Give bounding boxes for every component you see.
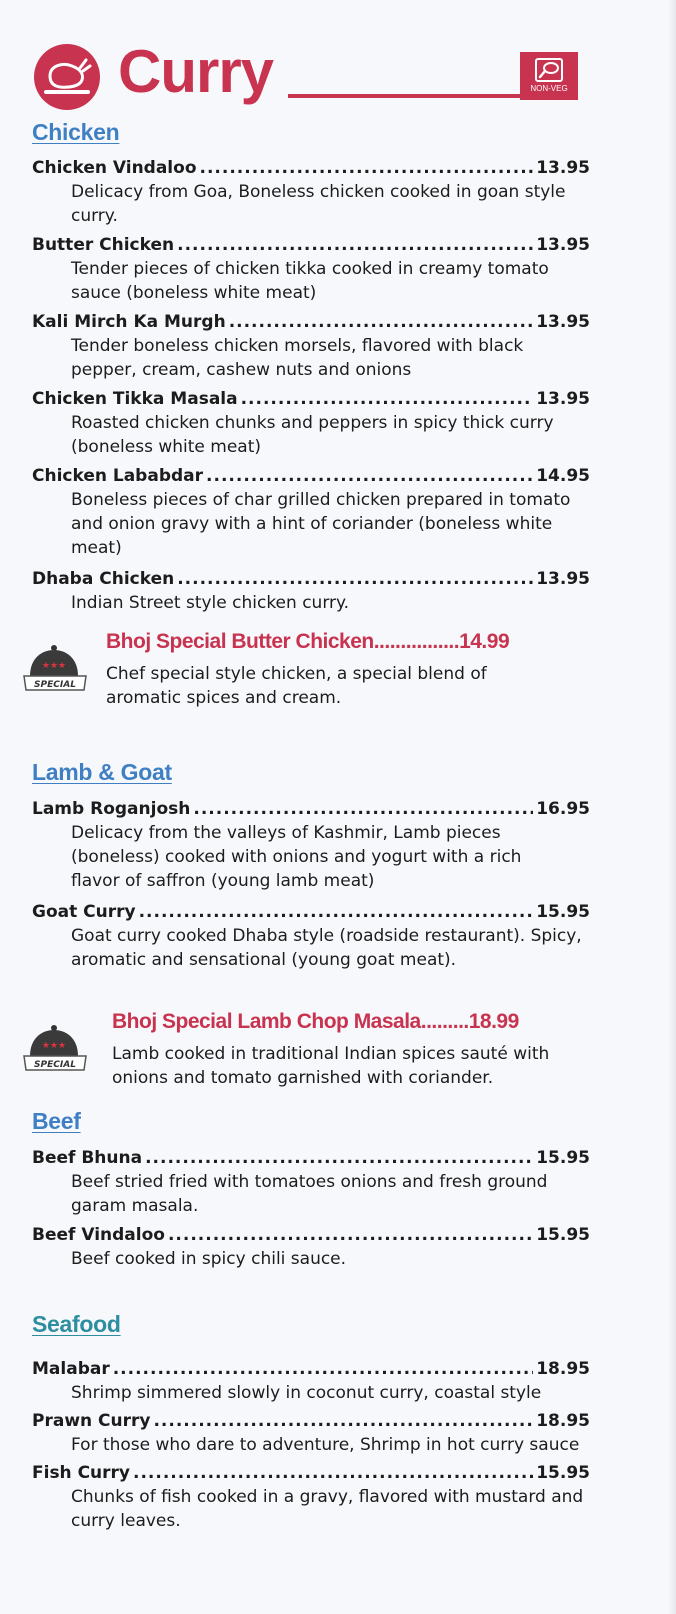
leader-dots	[133, 1461, 533, 1485]
leader-dots	[193, 797, 533, 821]
leader-dots	[145, 1146, 533, 1170]
title-underline	[288, 94, 552, 98]
item-description: For those who dare to adventure, Shrimp in hot curry sauce	[71, 1435, 580, 1455]
item-price: 13.95	[536, 312, 590, 332]
leader-dots	[113, 1357, 534, 1381]
leader-dots	[139, 900, 534, 924]
item-description: Beef stried fried with tomatoes onions and fresh ground garam masala.	[71, 1172, 548, 1216]
special-description: Lamb cooked in traditional Indian spices sauté with onions and tomato garnished with coriander.	[112, 1044, 550, 1088]
leader-dots	[153, 1409, 533, 1433]
leader-dots	[206, 464, 533, 488]
page-title: Curry	[118, 38, 274, 105]
leader-dots	[177, 233, 533, 257]
item-description: Indian Street style chicken curry.	[71, 593, 350, 613]
menu-item	[32, 1222, 590, 1271]
svg-text:★★★: ★★★	[41, 661, 67, 671]
badge-label: NON-VEG	[530, 84, 568, 93]
item-description: Chunks of fish cooked in a gravy, flavored with mustard and curry leaves.	[71, 1487, 584, 1531]
item-price: 13.95	[536, 389, 590, 409]
special-name: Bhoj Special Lamb Chop Masala.........18.99	[112, 1010, 519, 1033]
item-price: 13.95	[536, 158, 590, 178]
menu-item	[32, 1356, 590, 1405]
leader-dots	[177, 567, 533, 591]
item-description: Delicacy from the valleys of Kashmir, Lamb pieces (boneless) cooked with onions and yogurt with a rich flavor of saffron (young lamb meat)	[71, 823, 522, 891]
menu-item	[32, 232, 590, 305]
item-name: Chicken Vindaloo	[32, 158, 197, 178]
menu-item	[32, 1408, 590, 1457]
item-price: 18.95	[536, 1411, 590, 1431]
menu-header	[34, 38, 580, 110]
item-price: 16.95	[536, 799, 590, 819]
item-name: Fish Curry	[32, 1463, 131, 1483]
special-tag: SPECIAL	[34, 1060, 76, 1070]
section-title-beef: Beef	[32, 1108, 81, 1134]
menu-item	[32, 566, 590, 615]
item-description: Delicacy from Goa, Boneless chicken cooked in goan style curry.	[71, 182, 566, 226]
non-veg-badge	[520, 52, 578, 100]
item-name: Chicken Lababdar	[32, 466, 204, 486]
item-name: Beef Bhuna	[32, 1148, 143, 1168]
page-edge-shadow	[668, 0, 676, 1614]
item-description: Boneless pieces of char grilled chicken prepared in tomato and onion gravy with a hint of coriander (boneless white meat)	[71, 490, 571, 558]
section-title-seafood: Seafood	[32, 1311, 121, 1337]
section-title-lamb-goat: Lamb & Goat	[32, 759, 172, 785]
chicken-logo-icon	[34, 44, 100, 110]
item-price: 15.95	[536, 902, 590, 922]
special-cloche-icon	[22, 642, 88, 696]
leader-dots	[200, 156, 534, 180]
item-price: 14.95	[536, 466, 590, 486]
item-price: 15.95	[536, 1225, 590, 1245]
item-price: 18.95	[536, 1359, 590, 1379]
item-name: Dhaba Chicken	[32, 569, 175, 589]
special-description: Chef special style chicken, a special blend of aromatic spices and cream.	[106, 664, 487, 708]
menu-item	[32, 386, 590, 459]
leader-dots	[229, 310, 534, 334]
svg-text:★★★: ★★★	[41, 1041, 67, 1051]
item-description: Beef cooked in spicy chili sauce.	[71, 1249, 347, 1269]
menu-item	[32, 463, 590, 560]
item-description: Roasted chicken chunks and peppers in spicy thick curry (boneless white meat)	[71, 413, 554, 457]
item-price: 15.95	[536, 1148, 590, 1168]
item-name: Kali Mirch Ka Murgh	[32, 312, 226, 332]
special-name: Bhoj Special Butter Chicken................14.99	[106, 630, 510, 653]
item-description: Tender boneless chicken morsels, flavored with black pepper, cream, cashew nuts and onions	[71, 336, 524, 380]
special-cloche-icon	[22, 1022, 88, 1076]
item-price: 13.95	[536, 235, 590, 255]
item-description: Shrimp simmered slowly in coconut curry, coastal style	[71, 1383, 542, 1403]
item-name: Chicken Tikka Masala	[32, 389, 238, 409]
leader-dots	[168, 1223, 533, 1247]
menu-item	[32, 155, 590, 228]
special-tag: SPECIAL	[34, 680, 76, 690]
leader-dots	[241, 387, 534, 411]
item-description: Goat curry cooked Dhaba style (roadside restaurant). Spicy, aromatic and sensational (young goat meat).	[71, 926, 582, 970]
meat-leg-icon	[534, 57, 564, 83]
item-description: Tender pieces of chicken tikka cooked in creamy tomato sauce (boneless white meat)	[71, 259, 549, 303]
section-title-chicken: Chicken	[32, 119, 120, 145]
item-price: 15.95	[536, 1463, 590, 1483]
menu-item	[32, 1460, 590, 1533]
item-name: Lamb Roganjosh	[32, 799, 191, 819]
item-price: 13.95	[536, 569, 590, 589]
menu-item	[32, 796, 590, 893]
item-name: Beef Vindaloo	[32, 1225, 165, 1245]
item-name: Malabar	[32, 1359, 110, 1379]
item-name: Butter Chicken	[32, 235, 175, 255]
item-name: Prawn Curry	[32, 1411, 151, 1431]
menu-item	[32, 899, 590, 972]
menu-item	[32, 309, 590, 382]
menu-item	[32, 1145, 590, 1218]
item-name: Goat Curry	[32, 902, 136, 922]
